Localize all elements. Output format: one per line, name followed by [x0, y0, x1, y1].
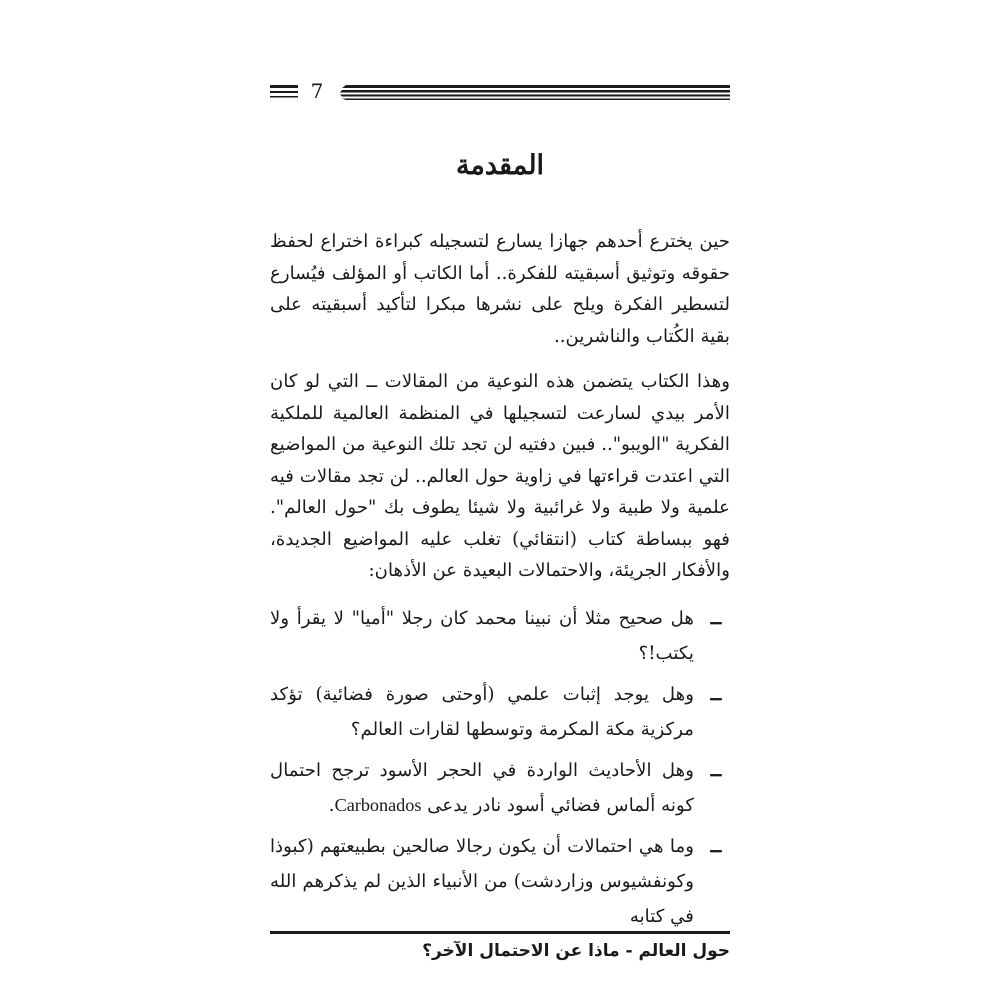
header-ornament	[270, 78, 730, 104]
body-text	[270, 226, 730, 940]
list-item-text: هل صحيح مثلا أن نبينا محمد كان رجلا "أميا" لا يقرأ ولا يكتب!؟	[270, 607, 694, 664]
list-item-text: وهل الأحاديث الواردة في الحجر الأسود ترجح احتمال كونه ألماس فضائي أسود نادر يدعى	[270, 759, 694, 816]
dash-bullet: ــ	[710, 683, 722, 705]
dash-bullet: ــ	[710, 835, 722, 857]
list-item-text-end: .	[328, 794, 335, 816]
list-item-text: وما هي احتمالات أن يكون رجالا صالحين بطبيعتهم (كبوذا وكونفشيوس وزاردشت) من الأنبياء الذين لم يذكرهم الله في كتابه	[270, 835, 694, 927]
page-header	[270, 78, 730, 104]
footer-rule	[270, 931, 730, 934]
page-number: 7	[310, 79, 324, 103]
list-item	[270, 829, 730, 934]
question-list	[270, 601, 730, 934]
paragraph: حين يخترع أحدهم جهازا يسارع لتسجيله كبراءة اختراع لحفظ حقوقه وتوثيق أسبقيته للفكرة.. أما الكاتب أو المؤلف فيُسارع لتسطير الفكرة ويلح على نشرها مبكرا لتأكيد أسبقيته على بقية الكُتاب والناشرين..	[270, 231, 730, 347]
dash-bullet: ــ	[710, 607, 722, 629]
list-item	[270, 753, 730, 823]
paragraph: وهذا الكتاب يتضمن هذه النوعية من المقالات ــ التي لو كان الأمر بيدي لسارعت لتسجيلها في المنظمة العالمية للملكية الفكرية "الويبو".. فبين دفتيه لن تجد تلك النوعية من المواضيع التي اعتدت قراءتها في زاوية حول العالم.. لن تجد مقالات فيه علمية ولا طبية ولا غرائبية ولا شيئا يطوف بك "حول العالم". فهو ببساطة كتاب (انتقائي) تغلب عليه المواضيع الجديدة، والأفكار الجريئة، والاحتمالات البعيدة عن الأذهان:	[270, 371, 730, 581]
dash-bullet: ــ	[710, 759, 722, 781]
footer-book-title: حول العالم - ماذا عن الاحتمال الآخر؟	[422, 941, 730, 961]
latin-term: Carbonados	[334, 794, 422, 815]
list-item-text: وهل يوجد إثبات علمي (أوحتى صورة فضائية) تؤكد مركزية مكة المكرمة وتوسطها لقارات العالم؟	[270, 683, 694, 740]
list-item	[270, 677, 730, 747]
chapter-title: المقدمة	[455, 150, 545, 181]
list-item	[270, 601, 730, 671]
